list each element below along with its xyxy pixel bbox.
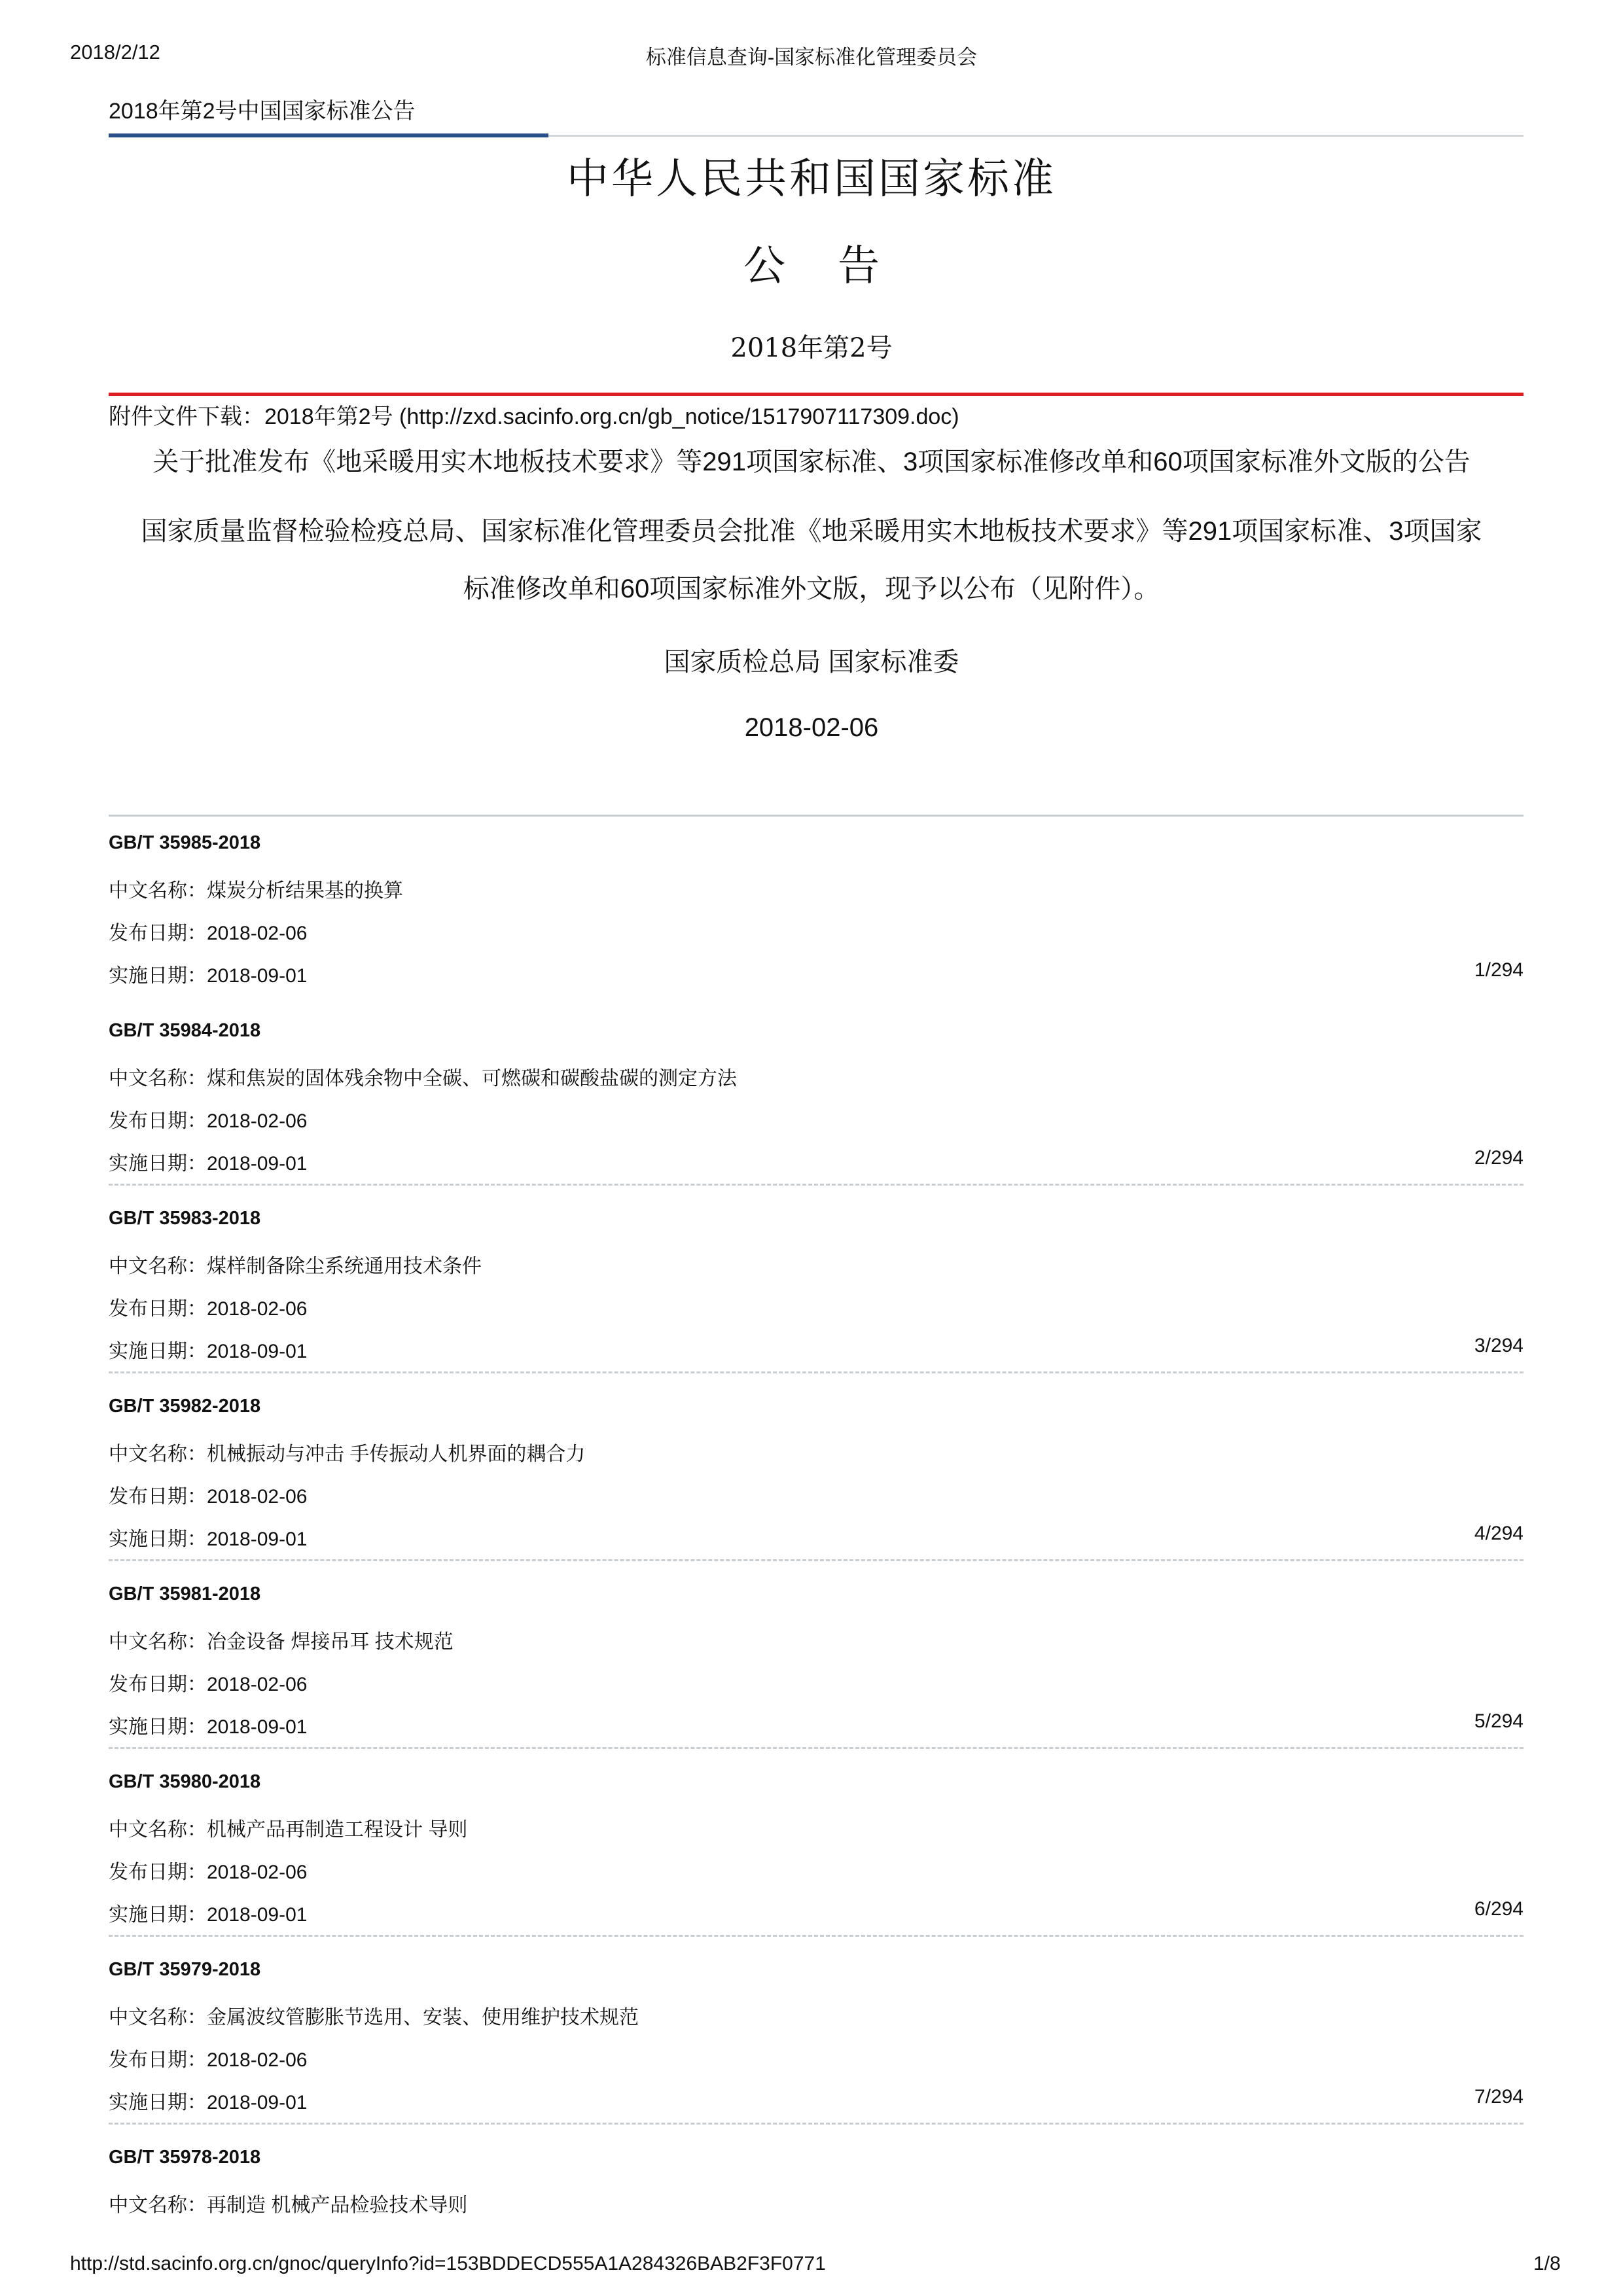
cn-name-label: 中文名称： (109, 2007, 207, 2028)
impl-date-value: 2018-09-01 (207, 1153, 308, 1174)
implementation-date (109, 1898, 307, 1927)
standard-code: GB/T 35984-2018 (109, 1020, 261, 1041)
standard-code: GB/T 35983-2018 (109, 1208, 261, 1229)
standard-entry (109, 1754, 1524, 1941)
implementation-date (109, 1710, 307, 1739)
release-date-label: 发布日期： (109, 1298, 207, 1320)
standard-name (109, 1438, 585, 1466)
announcement-title: 关于批准发布《地采暖用实木地板技术要求》等291项国家标准、3项国家标准修改单和60项国家标准外文版的公告 (152, 448, 1471, 476)
implementation-date (109, 2086, 307, 2115)
standard-name-value: 冶金设备 焊接吊耳 技术规范 (207, 1631, 454, 1653)
impl-date-label: 实施日期： (109, 1341, 207, 1362)
cn-name-label: 中文名称： (109, 1256, 207, 1277)
standard-code: GB/T 35980-2018 (109, 1771, 261, 1792)
release-date-label: 发布日期： (109, 1862, 207, 1883)
release-date-value: 2018-02-06 (207, 1298, 308, 1320)
implementation-date (109, 1147, 307, 1176)
cn-name-label: 中文名称： (109, 1068, 207, 1089)
impl-date-label: 实施日期： (109, 1153, 207, 1174)
announcement-body-line-1: 国家质量监督检验检疫总局、国家标准化管理委员会批准《地采暖用实木地板技术要求》等291项国家标准、3项国家 (141, 517, 1482, 546)
standard-name (109, 1813, 467, 1842)
entry-separator (109, 1559, 1524, 1561)
impl-date-value: 2018-09-01 (207, 1341, 308, 1362)
cn-name-label: 中文名称： (109, 2195, 207, 2216)
release-date-label: 发布日期： (109, 1110, 207, 1132)
release-date-label: 发布日期： (109, 1674, 207, 1695)
release-date (109, 1480, 307, 1509)
standard-name (109, 1625, 454, 1654)
standard-entry (109, 1002, 1524, 1190)
standard-code: GB/T 35985-2018 (109, 832, 261, 853)
print-page-number: 1/8 (1533, 2253, 1561, 2274)
entry-separator (109, 1747, 1524, 1749)
release-date (109, 1668, 307, 1697)
announcement-body-line-2: 标准修改单和60项国家标准外文版，现予以公布（见附件）。 (463, 574, 1160, 603)
announcement-date: 2018-02-06 (744, 713, 879, 742)
implementation-date (109, 959, 307, 988)
implementation-date (109, 1523, 307, 1551)
standard-name-value: 煤样制备除尘系统通用技术条件 (207, 1256, 482, 1277)
release-date (109, 2043, 307, 2072)
standard-entry (109, 1566, 1524, 1754)
section-accent-bar (109, 133, 548, 137)
announcement-subheading: 公 告 (743, 242, 880, 291)
release-date-value: 2018-02-06 (207, 1674, 308, 1695)
impl-date-label: 实施日期： (109, 2092, 207, 2113)
release-date-label: 发布日期： (109, 923, 207, 944)
implementation-date (109, 1335, 307, 1364)
impl-date-value: 2018-09-01 (207, 965, 308, 987)
release-date-value: 2018-02-06 (207, 1110, 308, 1132)
impl-date-value: 2018-09-01 (207, 1904, 308, 1926)
standard-name-value: 金属波纹管膨胀节选用、安装、使用维护技术规范 (207, 2007, 639, 2028)
standard-index: 4/294 (1474, 1523, 1524, 1544)
release-date-value: 2018-02-06 (207, 1486, 308, 1508)
impl-date-label: 实施日期： (109, 1716, 207, 1738)
entry-separator (109, 1935, 1524, 1937)
section-title: 2018年第2号中国国家标准公告 (109, 99, 416, 124)
impl-date-value: 2018-09-01 (207, 1716, 308, 1738)
standard-index: 5/294 (1474, 1710, 1524, 1732)
cn-name-label: 中文名称： (109, 1443, 207, 1465)
standard-index: 3/294 (1474, 1335, 1524, 1356)
standard-name (109, 2189, 467, 2217)
entry-separator (109, 1371, 1524, 1373)
announcement-number: 2018年第2号 (730, 333, 893, 363)
standard-index: 7/294 (1474, 2086, 1524, 2108)
cn-name-label: 中文名称： (109, 1631, 207, 1653)
attachment-label: 附件文件下载： (109, 404, 264, 429)
entry-separator (109, 1184, 1524, 1186)
standard-name-value: 机械产品再制造工程设计 导则 (207, 1819, 468, 1841)
standard-code: GB/T 35982-2018 (109, 1396, 261, 1417)
standard-index: 6/294 (1474, 1898, 1524, 1920)
standard-name (109, 1250, 482, 1279)
announcement-issuers: 国家质检总局 国家标准委 (664, 648, 959, 677)
standard-name (109, 874, 403, 903)
release-date (109, 1292, 307, 1321)
attachment-link-text: 2018年第2号 (264, 404, 393, 429)
release-date (109, 1856, 307, 1884)
standard-entry (109, 815, 1524, 1002)
announcement-divider (109, 393, 1524, 396)
impl-date-value: 2018-09-01 (207, 1528, 308, 1550)
standard-name-value: 再制造 机械产品检验技术导则 (207, 2195, 468, 2216)
cn-name-label: 中文名称： (109, 1819, 207, 1841)
release-date-value: 2018-02-06 (207, 923, 308, 944)
release-date-label: 发布日期： (109, 1486, 207, 1508)
release-date (109, 1104, 307, 1133)
standard-index: 2/294 (1474, 1147, 1524, 1169)
impl-date-value: 2018-09-01 (207, 2092, 308, 2113)
standard-name-value: 机械振动与冲击 手传振动人机界面的耦合力 (207, 1443, 586, 1465)
standard-code: GB/T 35981-2018 (109, 1583, 261, 1604)
cn-name-label: 中文名称： (109, 880, 207, 902)
release-date-label: 发布日期： (109, 2049, 207, 2071)
standard-entry (109, 2129, 1524, 2221)
impl-date-label: 实施日期： (109, 1528, 207, 1550)
standard-index: 1/294 (1474, 959, 1524, 981)
attachment-link[interactable] (264, 404, 959, 429)
print-date: 2018/2/12 (70, 41, 160, 63)
print-url: http://std.sacinfo.org.cn/gnoc/queryInfo?id=153BDDECD555A1A284326BAB2F3F0771 (70, 2253, 826, 2274)
standard-entry (109, 1190, 1524, 1378)
impl-date-label: 实施日期： (109, 1904, 207, 1926)
announcement-heading: 中华人民共和国国家标准 (567, 155, 1056, 203)
attachment-download (109, 398, 959, 431)
standard-code: GB/T 35979-2018 (109, 1959, 261, 1980)
impl-date-label: 实施日期： (109, 965, 207, 987)
release-date (109, 917, 307, 945)
standard-name-value: 煤和焦炭的固体残余物中全碳、可燃碳和碳酸盐碳的测定方法 (207, 1068, 737, 1089)
release-date-value: 2018-02-06 (207, 2049, 308, 2071)
entry-separator (109, 2123, 1524, 2125)
standard-name-value: 煤炭分析结果基的换算 (207, 880, 403, 902)
standard-name (109, 2001, 639, 2030)
standard-entry (109, 1378, 1524, 1566)
standard-name (109, 1062, 737, 1091)
standard-entry (109, 1941, 1524, 2129)
release-date-value: 2018-02-06 (207, 1862, 308, 1883)
print-page-title: 标准信息查询-国家标准化管理委员会 (645, 46, 978, 69)
standard-code: GB/T 35978-2018 (109, 2147, 261, 2168)
attachment-url: (http://zxd.sacinfo.org.cn/gb_notice/1517907117309.doc) (399, 404, 959, 429)
